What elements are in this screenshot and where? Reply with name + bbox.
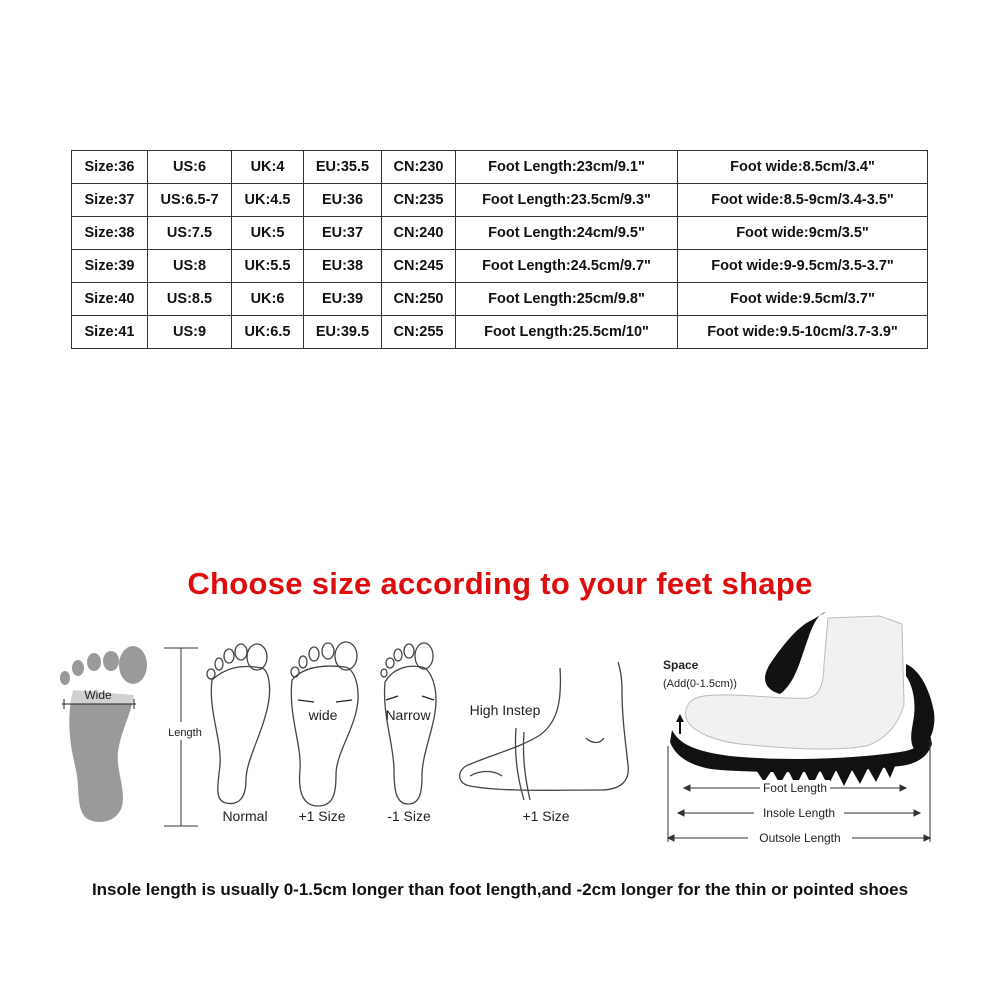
uk-cell: UK:4.5 [232,184,304,217]
cn-cell: CN:240 [382,217,456,250]
foot-wide-cell: Foot wide:8.5-9cm/3.4-3.5" [678,184,928,217]
size-cell: Size:39 [72,250,148,283]
normal-label: Normal [222,808,268,824]
length-label: Length [168,727,202,739]
narrow-tag: Narrow [385,707,431,723]
narrow-size-label: -1 Size [387,808,431,824]
us-cell: US:6 [148,151,232,184]
shoe-cross-section-icon [670,612,934,786]
foot-wide-cell: Foot wide:9-9.5cm/3.5-3.7" [678,250,928,283]
space-label: Space [663,658,699,672]
foot-length-cell: Foot Length:23.5cm/9.3" [456,184,678,217]
foot-wide-cell: Foot wide:8.5cm/3.4" [678,151,928,184]
wide-tag: wide [308,707,338,723]
foot-length-cell: Foot Length:24.5cm/9.7" [456,250,678,283]
foot-length-cell: Foot Length:24cm/9.5" [456,217,678,250]
table-row [72,217,928,250]
foot-length-label: Foot Length [762,781,828,795]
cn-cell: CN:255 [382,316,456,349]
size-cell: Size:40 [72,283,148,316]
us-cell: US:8 [148,250,232,283]
us-cell: US:8.5 [148,283,232,316]
uk-cell: UK:6.5 [232,316,304,349]
uk-cell: UK:6 [232,283,304,316]
foot-wide-cell: Foot wide:9.5cm/3.7" [678,283,928,316]
table-row [72,283,928,316]
outsole-length-label: Outsole Length [759,831,841,845]
uk-cell: UK:4 [232,151,304,184]
foot-wide-cell: Foot wide:9cm/3.5" [678,217,928,250]
high-instep-tag: High Instep [469,702,541,718]
footprint-icon [60,646,147,822]
foot-shape-diagram [0,600,1000,870]
cn-cell: CN:230 [382,151,456,184]
table-row [72,184,928,217]
wide-label: Wide [84,688,112,702]
us-cell: US:7.5 [148,217,232,250]
us-cell: US:6.5-7 [148,184,232,217]
eu-cell: EU:39.5 [304,316,382,349]
normal-foot-icon [207,644,270,804]
uk-cell: UK:5 [232,217,304,250]
eu-cell: EU:39 [304,283,382,316]
size-chart-table [71,150,928,349]
uk-cell: UK:5.5 [232,250,304,283]
wide-size-label: +1 Size [298,808,346,824]
high-instep-foot-icon [460,662,629,800]
insole-length-label: Insole Length [762,806,836,820]
space-note: (Add(0-1.5cm)) [663,678,737,690]
eu-cell: EU:35.5 [304,151,382,184]
cn-cell: CN:235 [382,184,456,217]
headline: Choose size according to your feet shape [187,566,813,601]
eu-cell: EU:38 [304,250,382,283]
instep-size-label: +1 Size [522,808,570,824]
size-cell: Size:38 [72,217,148,250]
table-row [72,316,928,349]
cn-cell: CN:250 [382,283,456,316]
foot-wide-cell: Foot wide:9.5-10cm/3.7-3.9" [678,316,928,349]
cn-cell: CN:245 [382,250,456,283]
size-cell: Size:36 [72,151,148,184]
narrow-foot-icon [381,643,436,804]
table-row [72,250,928,283]
eu-cell: EU:36 [304,184,382,217]
footnote: Insole length is usually 0-1.5cm longer than foot length,and -2cm longer for the thin or pointed shoes [91,880,909,899]
us-cell: US:9 [148,316,232,349]
wide-foot-icon [291,642,358,806]
table-row [72,151,928,184]
foot-length-cell: Foot Length:25.5cm/10" [456,316,678,349]
size-cell: Size:37 [72,184,148,217]
size-cell: Size:41 [72,316,148,349]
foot-length-cell: Foot Length:23cm/9.1" [456,151,678,184]
foot-length-cell: Foot Length:25cm/9.8" [456,283,678,316]
eu-cell: EU:37 [304,217,382,250]
